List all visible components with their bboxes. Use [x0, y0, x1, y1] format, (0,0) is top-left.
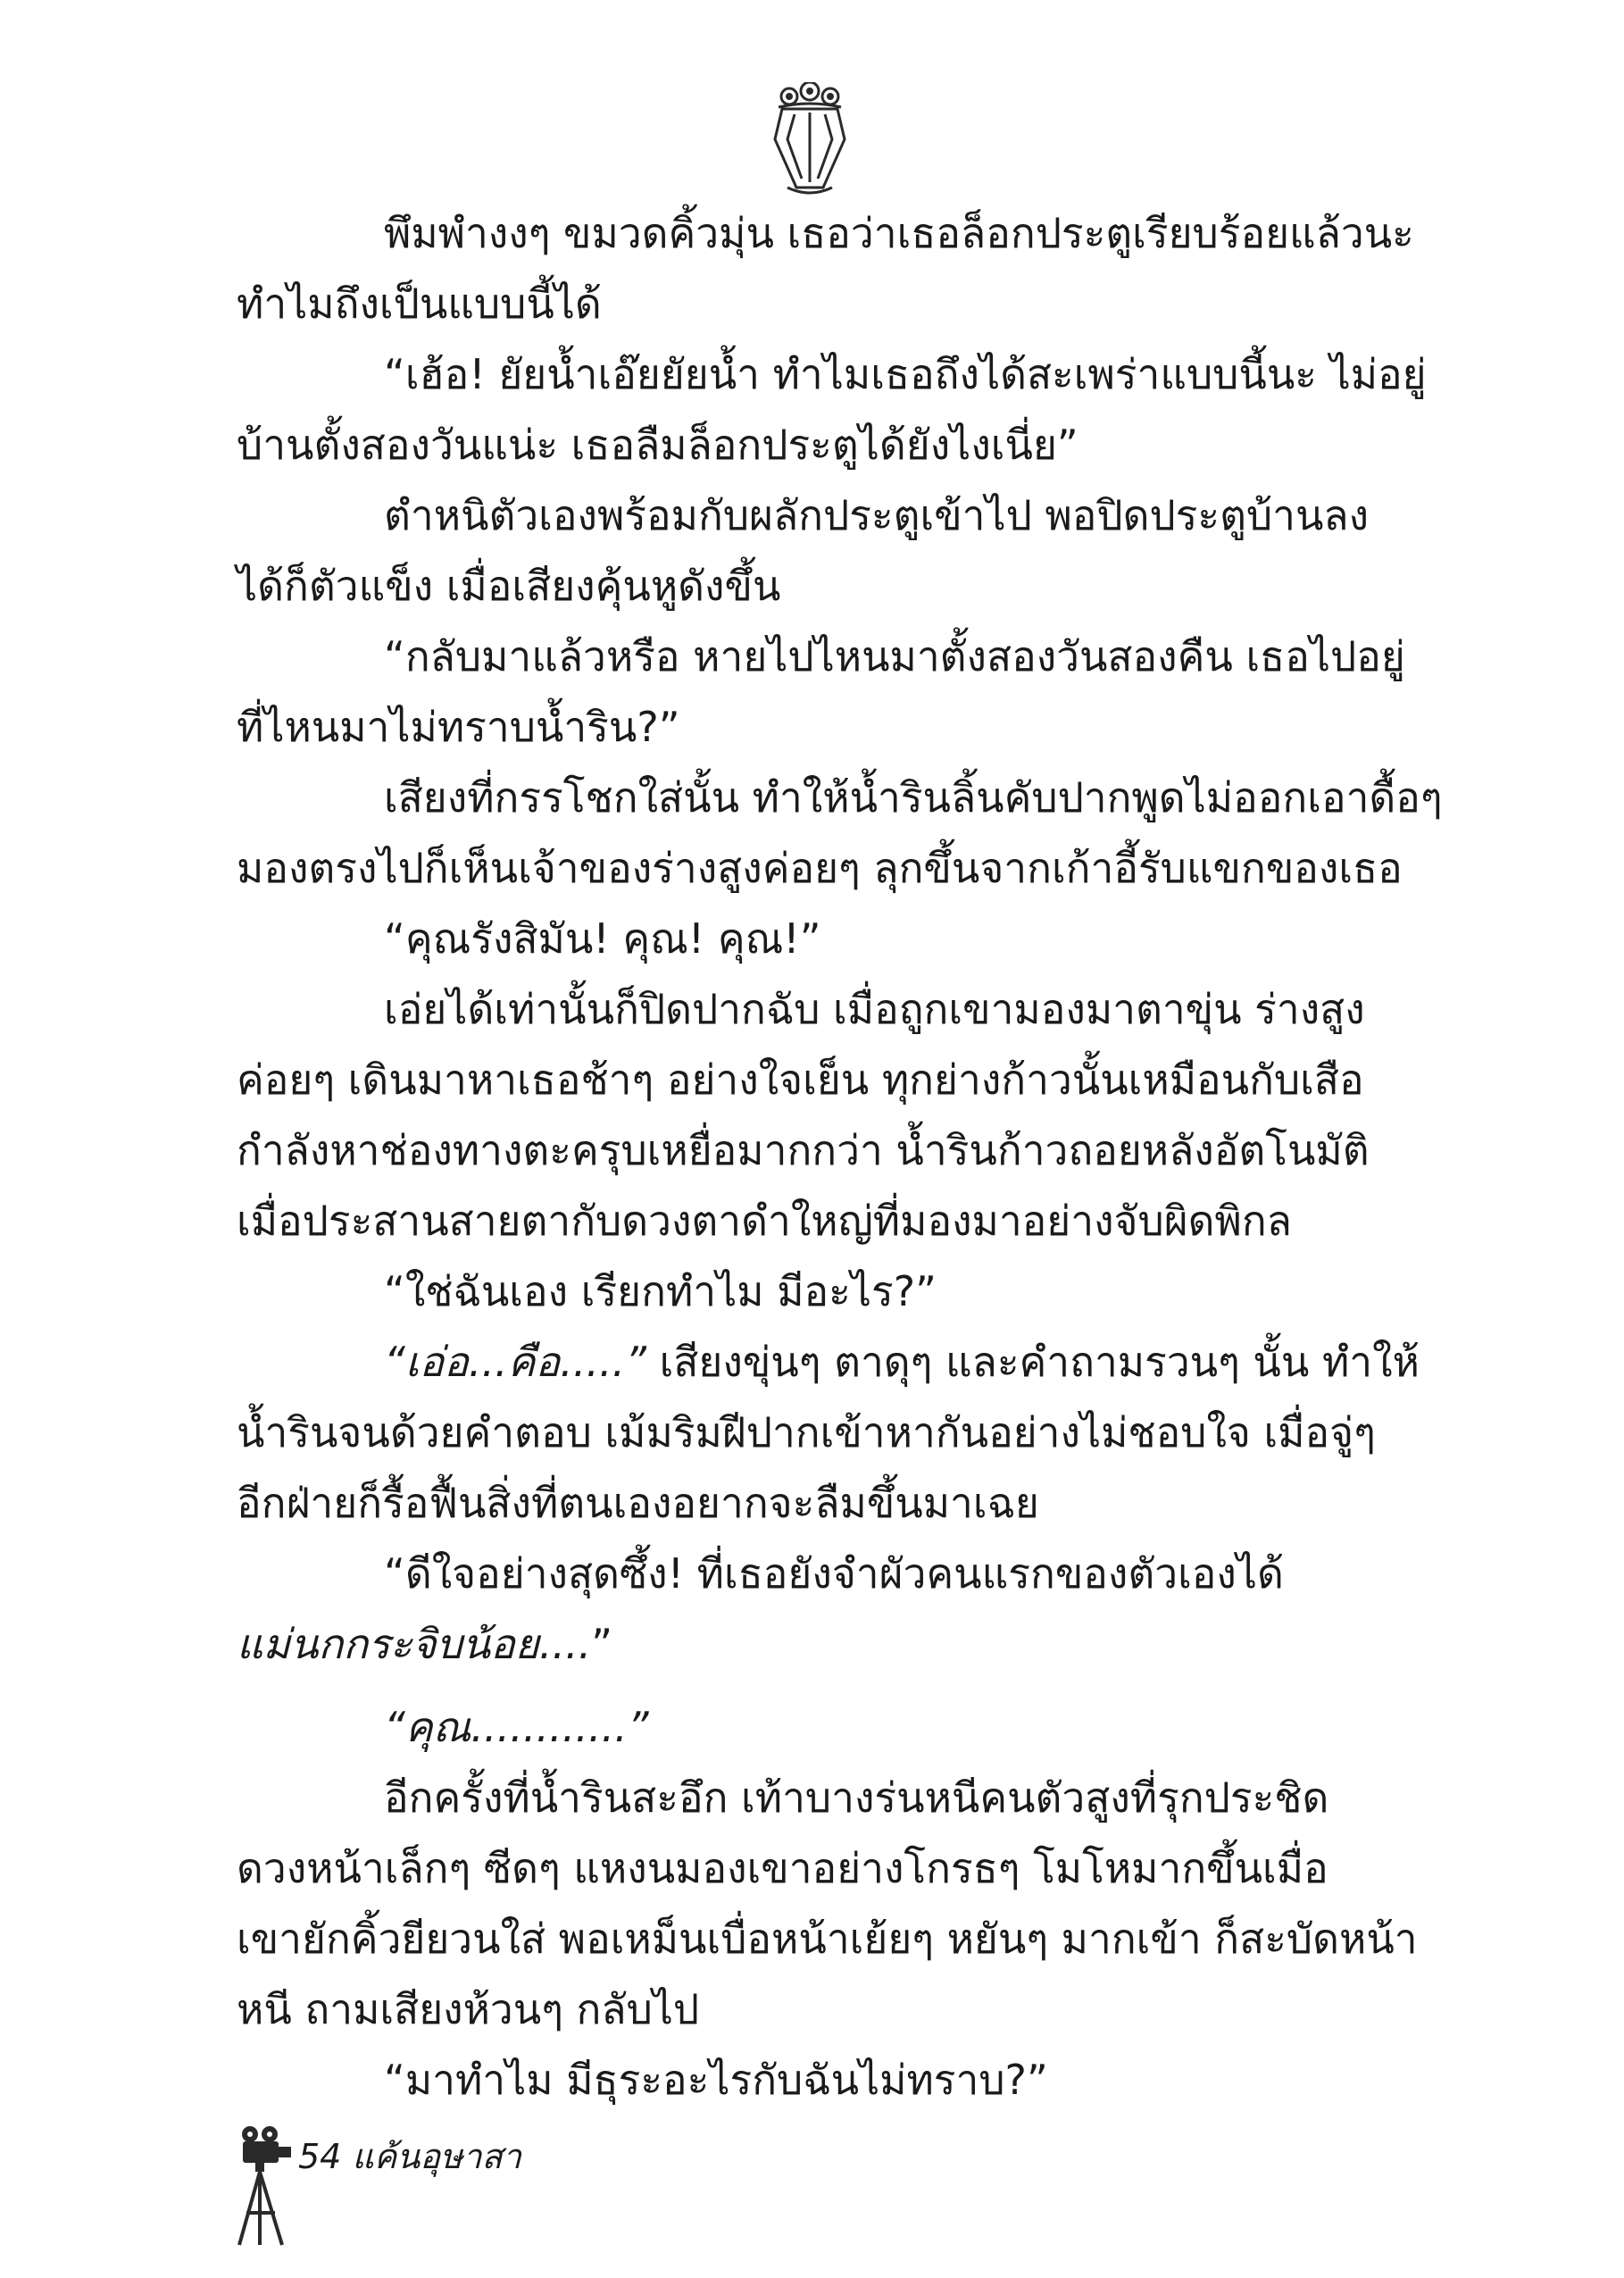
text-line: “ดีใจอย่างสุดซึ้ง! ที่เธอยังจำผัวคนแรกของตัวเองได้	[384, 1549, 1284, 1598]
text-line: “คุณรังสิมัน! คุณ! คุณ!”	[384, 914, 821, 963]
italic-dialogue: แม่นกกระจิบน้อย....	[237, 1620, 592, 1668]
body-text	[237, 198, 1443, 2115]
text-line: “กลับมาแล้วหรือ หายไปไหนมาตั้งสองวันสองคืน เธอไปอยู่	[384, 632, 1405, 680]
text-line: ค่อยๆ เดินมาหาเธอช้าๆ อย่างใจเย็น ทุกย่างก้าวนั้นเหมือนกับเสือ	[237, 1056, 1364, 1104]
text-line: บ้านตั้งสองวันแน่ะ เธอลืมล็อกประตูได้ยังไงเนี่ย”	[237, 421, 1079, 469]
text-line: อีกครั้งที่น้ำรินสะอึก เท้าบางร่นหนีคนตัวสูงที่รุกประชิด	[384, 1773, 1329, 1822]
text-line	[237, 1609, 1348, 1680]
text-line: น้ำรินจนด้วยคำตอบ เม้มริมฝีปากเข้าหากันอย่างไม่ชอบใจ เมื่อจู่ๆ	[237, 1408, 1376, 1456]
text-line	[237, 1327, 1420, 1398]
text-line: “เฮ้อ! ยัยน้ำเอ๊ยยัยน้ำ ทำไมเธอถึงได้สะเพร่าแบบนี้นะ ไม่อยู่	[384, 350, 1427, 398]
text-line: ดวงหน้าเล็กๆ ซีดๆ แหงนมองเขาอย่างโกรธๆ โมโหมากขึ้นเมื่อ	[237, 1844, 1328, 1892]
page-folio	[298, 2129, 521, 2183]
text-line: ได้ก็ตัวแข็ง เมื่อเสียงคุ้นหูดังขึ้น	[237, 562, 781, 610]
text-line: มองตรงไปก็เห็นเจ้าของร่างสูงค่อยๆ ลุกขึ้นจากเก้าอี้รับแขกของเธอ	[237, 844, 1403, 892]
page-number: 54	[298, 2137, 342, 2176]
text-line: เสียงที่กรรโชกใส่นั้น ทำให้น้ำรินลิ้นคับปากพูดไม่ออกเอาดื้อๆ	[384, 773, 1443, 822]
text-line: เขายักคิ้วยียวนใส่ พอเหม็นเบื่อหน้าเย้ยๆ หยันๆ มากเข้า ก็สะบัดหน้า	[237, 1915, 1418, 1963]
text-span: เสียงขุ่นๆ ตาดุๆ และคำถามรวนๆ นั้น ทำให้	[646, 1338, 1420, 1386]
text-line: “คุณ............”	[384, 1703, 649, 1751]
text-line: เมื่อประสานสายตากับดวงตาดำใหญ่ที่มองมาอย่างจับผิดพิกล	[237, 1197, 1292, 1245]
page-footer	[230, 2124, 677, 2249]
text-line: อีกฝ่ายก็รื้อฟื้นสิ่งที่ตนเองอยากจะลืมขึ้นมาเฉย	[237, 1479, 1039, 1527]
text-line: พึมพำงงๆ ขมวดคิ้วมุ่น เธอว่าเธอล็อกประตูเรียบร้อยแล้วนะ	[384, 209, 1414, 257]
film-camera-tripod-icon	[230, 2124, 302, 2249]
text-line: ที่ไหนมาไม่ทราบน้ำริน?”	[237, 703, 680, 751]
text-line: หนี ถามเสียงห้วนๆ กลับไป	[237, 1985, 700, 2033]
italic-dialogue: “เอ่อ...คือ.....”	[384, 1338, 647, 1386]
text-line: ทำไมถึงเป็นแบบนี้ได้	[237, 280, 602, 328]
text-line: เอ่ยได้เท่านั้นก็ปิดปากฉับ เมื่อถูกเขามองมาตาขุ่น ร่างสูง	[384, 985, 1365, 1033]
text-span: ”	[591, 1620, 613, 1668]
lantern-ornament-icon	[752, 82, 868, 198]
text-line: “มาทำไม มีธุระอะไรกับฉันไม่ทราบ?”	[384, 2056, 1048, 2104]
text-line: ตำหนิตัวเองพร้อมกับผลักประตูเข้าไป พอปิดประตูบ้านลง	[384, 491, 1370, 539]
book-title: แค้นอุษาสา	[352, 2137, 521, 2176]
text-line: “ใช่ฉันเอง เรียกทำไม มีอะไร?”	[384, 1267, 937, 1315]
text-line: กำลังหาช่องทางตะครุบเหยื่อมากกว่า น้ำรินก้าวถอยหลังอัตโนมัติ	[237, 1126, 1370, 1174]
